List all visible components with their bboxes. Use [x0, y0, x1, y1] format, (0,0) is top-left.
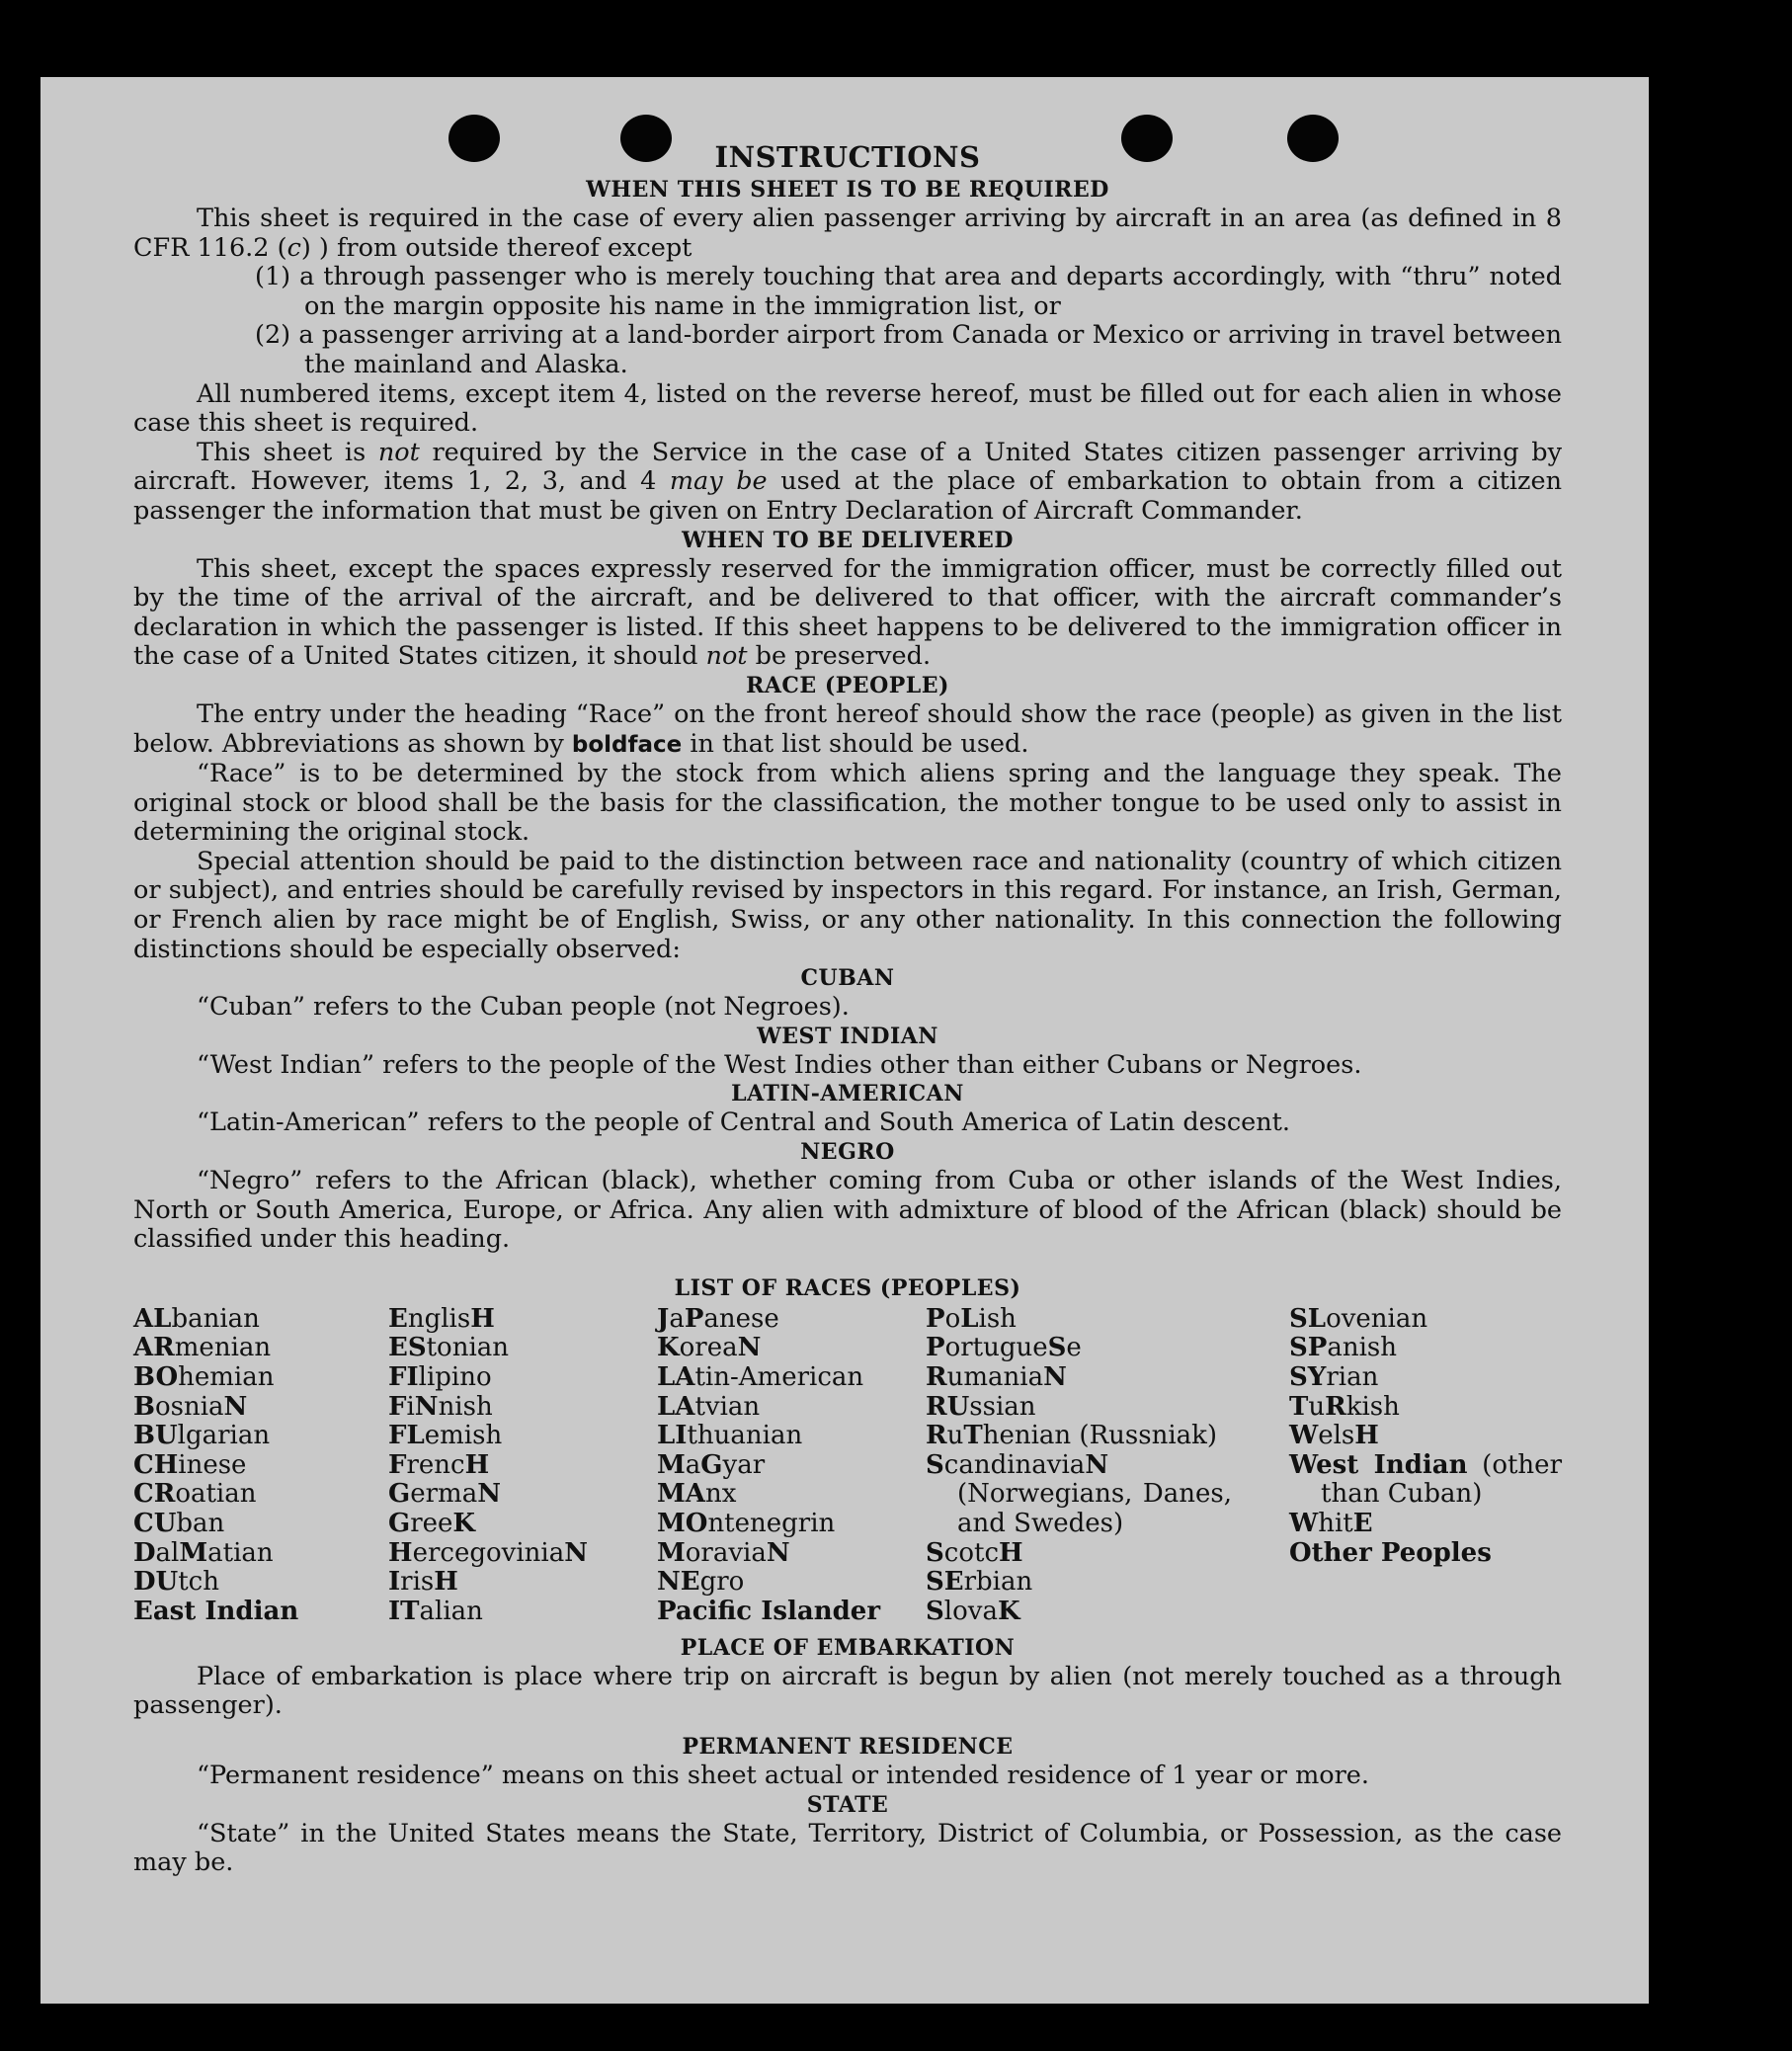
race-entry: WelsH: [1289, 1421, 1379, 1451]
race-entry: JaPanese: [657, 1303, 779, 1334]
text: This sheet is: [197, 437, 378, 467]
race-entry: RUssian: [926, 1391, 1036, 1422]
race-column: [1289, 1305, 1562, 1568]
race-entry: RumaniaN: [926, 1362, 1067, 1392]
paragraph: Special attention should be paid to the distinction between race and nationality (country of which citizen or subject), and entries should be carefully revised by inspectors in this regard. For instance, an Irish, German, or French alien by race might be of English, Swiss, or any other nationality. In this connection the following distinctions should be especially observed:: [133, 846, 1562, 964]
race-entry: BOhemian: [133, 1362, 275, 1392]
paragraph: “Latin-American” refers to the people of Central and South America of Latin descent.: [197, 1108, 1291, 1138]
section-heading: WHEN TO BE DELIVERED: [682, 527, 1014, 553]
document-page: [41, 77, 1649, 2004]
race-entry: KoreaN: [657, 1333, 762, 1363]
race-entry: EnglisH: [388, 1303, 495, 1334]
race-entry: SYrian: [1289, 1362, 1379, 1392]
race-entry: LAtin-American: [657, 1362, 864, 1392]
race-entry: WhitE: [1289, 1508, 1373, 1538]
exception-item: (2) a passenger arriving at a land-border airport from Canada or Mexico or arriving in travel between the mainland and Alaska.: [255, 320, 1562, 379]
race-entry: HercegoviniaN: [388, 1537, 588, 1568]
paragraph: “Negro” refers to the African (black), whether coming from Cuba or other islands of the West Indies, North or South America, Europe, or Africa. Any alien with admixture of blood of the African (black) should be classified under this heading.: [133, 1166, 1562, 1255]
race-entry: BUlgarian: [133, 1421, 271, 1451]
race-entry: LAtvian: [657, 1391, 761, 1422]
section-heading: WHEN THIS SHEET IS TO BE REQUIRED: [586, 177, 1109, 203]
race-entry: ScandinaviaN (Norwegians, Danes, and Swedes): [926, 1449, 1232, 1538]
race-entry: MaGyar: [657, 1449, 766, 1480]
text: c: [286, 232, 301, 263]
paragraph: [133, 555, 1562, 672]
race-entry: FrencH: [388, 1449, 490, 1480]
section-heading: STATE: [806, 1791, 889, 1818]
race-entry: FIlipino: [388, 1362, 492, 1392]
race-entry: SLovenian: [1289, 1303, 1428, 1334]
text: ) ) from outside thereof except: [300, 232, 692, 263]
race-entry: SlovaK: [926, 1596, 1020, 1626]
race-entry: FiNnish: [388, 1391, 493, 1422]
paragraph: [133, 205, 1562, 263]
race-entry: DUtch: [133, 1567, 219, 1598]
race-entry: West Indian (other than Cuban): [1289, 1449, 1562, 1510]
race-entry: CHinese: [133, 1449, 247, 1480]
text: required by the Service in the case of a United States citizen passenger arriving by aircraft. However, items 1, 2, 3, and 4: [133, 437, 1563, 497]
paragraph: “Cuban” refers to the Cuban people (not Negroes).: [197, 992, 850, 1023]
text: may be: [669, 466, 768, 497]
paragraph: Place of embarkation is place where trip on aircraft is begun by alien (not merely touched as a through passenger).: [133, 1661, 1562, 1721]
section-heading: RACE (PEOPLE): [746, 672, 949, 698]
race-entry: SPanish: [1289, 1333, 1397, 1363]
text: not: [377, 437, 420, 467]
race-entry: MoraviaN: [657, 1537, 790, 1568]
page-title: INSTRUCTIONS: [714, 140, 981, 174]
text: in that list should be used.: [682, 728, 1029, 759]
section-heading: PLACE OF EMBARKATION: [680, 1634, 1016, 1661]
race-entry: MOntenegrin: [657, 1508, 836, 1538]
paragraph: All numbered items, except item 4, listed on the reverse hereof, must be filled out for each alien in whose case this sheet is required.: [133, 378, 1562, 439]
race-column: [388, 1305, 655, 1627]
section-heading: WEST INDIAN: [757, 1023, 938, 1049]
race-entry: SErbian: [926, 1567, 1033, 1598]
text: The entry under the heading “Race” on the front hereof should show the race (people) as given in the list below. Abbreviations as shown by: [133, 698, 1562, 759]
race-entry: ITalian: [388, 1596, 483, 1626]
exception-item: (1) a through passenger who is merely touching that area and departs accordingly, with “thru” noted on the margin opposite his name in the immigration list, or: [255, 262, 1562, 321]
section-heading: LATIN-AMERICAN: [731, 1081, 964, 1108]
race-entry: IrisH: [388, 1567, 458, 1598]
paragraph: “Permanent residence” means on this sheet actual or intended residence of 1 year or more.: [197, 1761, 1369, 1790]
paragraph: [133, 700, 1562, 760]
text: used at the place of embarkation to obtain from a citizen passenger the information that must be given on Entry Declaration of Aircraft Commander.: [133, 466, 1563, 526]
race-entry: ScotcH: [926, 1537, 1023, 1568]
race-entry: ALbanian: [133, 1303, 260, 1334]
race-entry: NEgro: [657, 1567, 745, 1598]
section-heading: CUBAN: [800, 965, 895, 992]
race-column: [657, 1305, 924, 1627]
paragraph: “State” in the United States means the State, Territory, District of Columbia, or Possession, as the case may be.: [133, 1818, 1562, 1878]
text: This sheet, except the spaces expressly reserved for the immigration officer, must be correctly filled out by the time of the arrival of the aircraft, and be delivered to that officer, with the aircraft commander’s declaration in which the passenger is listed. If this sheet happens to be delivered to the immigration officer in the case of a United States citizen, it should: [133, 553, 1562, 672]
paragraph: “Race” is to be determined by the stock from which aliens spring and the language they speak. The original stock or blood shall be the basis for the classification, the mother tongue to be used only to assist in determining the original stock.: [133, 759, 1562, 848]
section-heading: PERMANENT RESIDENCE: [682, 1734, 1014, 1760]
race-entry: ARmenian: [133, 1333, 272, 1363]
race-entry: PoLish: [926, 1303, 1017, 1334]
race-entry: BosniaN: [133, 1391, 248, 1422]
race-entry: DalMatian: [133, 1537, 274, 1568]
text: not: [705, 641, 748, 672]
instructions-content: [133, 140, 1562, 1878]
race-entry: CUban: [133, 1508, 225, 1538]
race-entry: TuRkish: [1289, 1391, 1400, 1422]
race-entry: MAnx: [657, 1479, 737, 1510]
race-entry: Pacific Islander: [657, 1596, 881, 1626]
text: This sheet is required in the case of every alien passenger arriving by aircraft in an area (as defined in 8 CFR 116.2 (: [133, 204, 1562, 263]
race-entry: PortugueSe: [926, 1333, 1082, 1363]
race-column: [926, 1305, 1232, 1627]
race-list: [133, 1305, 1562, 1634]
race-entry: GermaN: [388, 1479, 501, 1510]
race-entry: Other Peoples: [1289, 1537, 1492, 1568]
race-entry: East Indian: [133, 1596, 299, 1626]
race-entry: GreeK: [388, 1508, 476, 1538]
race-entry: LIthuanian: [657, 1421, 803, 1451]
race-entry: FLemish: [388, 1421, 503, 1451]
race-entry: CRoatian: [133, 1479, 257, 1510]
section-heading: LIST OF RACES (PEOPLES): [674, 1274, 1021, 1301]
section-heading: NEGRO: [800, 1139, 895, 1166]
text: be preserved.: [747, 641, 932, 672]
text: boldface: [571, 731, 683, 758]
paragraph: “West Indian” refers to the people of the West Indies other than either Cubans or Negroes.: [197, 1049, 1362, 1080]
race-column: [133, 1305, 380, 1627]
race-entry: RuThenian (Russniak): [926, 1421, 1218, 1451]
paragraph: [133, 439, 1562, 527]
race-entry: EStonian: [388, 1333, 510, 1363]
